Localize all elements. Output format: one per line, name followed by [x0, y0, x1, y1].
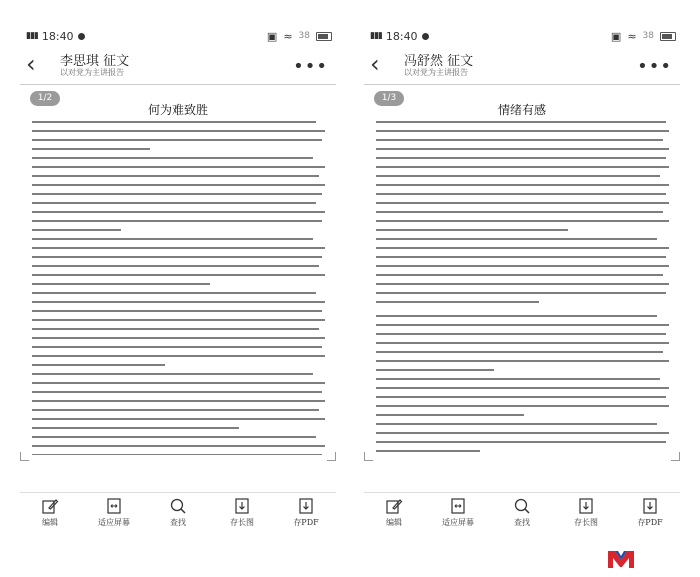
status-time: 18:40: [385, 29, 418, 43]
save-long-image-icon: [577, 497, 595, 515]
vibrate-icon: ▣: [266, 29, 278, 43]
bottom-toolbar: [20, 492, 336, 533]
save-long-image-label: 存长图: [574, 518, 598, 527]
battery-level: 38: [642, 31, 654, 41]
search-icon: [169, 497, 187, 515]
document-title: 情绪有感: [497, 103, 546, 117]
back-icon[interactable]: ‹: [26, 50, 36, 78]
edit-button[interactable]: [364, 493, 424, 533]
edit-label: 编辑: [42, 518, 58, 527]
page-corner-mark: [364, 452, 373, 461]
wifi-icon: ≈: [283, 29, 293, 43]
page-corner-mark: [327, 452, 336, 461]
watermark-logo-icon: [606, 548, 636, 570]
document-title: 何为难致胜: [147, 103, 208, 117]
save-pdf-icon: [641, 497, 659, 515]
edit-label: 编辑: [386, 518, 402, 527]
search-button[interactable]: [148, 493, 208, 533]
status-bar: [26, 28, 332, 44]
save-long-image-label: 存长图: [230, 518, 254, 527]
signal-icon: ▮▮▮: [370, 31, 382, 41]
vibrate-icon: ▣: [610, 29, 622, 43]
document-body-text: [376, 121, 672, 455]
fit-screen-icon: [105, 497, 123, 515]
save-long-image-button[interactable]: [556, 493, 616, 533]
back-icon[interactable]: ‹: [370, 50, 380, 78]
document-subtitle: 以对党为主讲报告: [60, 68, 124, 77]
page-indicator: 1/2: [30, 91, 60, 106]
page-indicator: 1/3: [374, 91, 404, 106]
edit-button[interactable]: [20, 493, 80, 533]
save-pdf-button[interactable]: [276, 493, 336, 533]
document-page[interactable]: [364, 84, 680, 461]
fit-screen-label: 适应屏幕: [98, 518, 130, 527]
document-body-text: [32, 121, 328, 455]
status-time: 18:40: [41, 29, 74, 43]
save-long-image-icon: [233, 497, 251, 515]
document-owner-name: 冯舒然 征文: [404, 54, 474, 69]
search-button[interactable]: [492, 493, 552, 533]
signal-icon: ▮▮▮: [26, 31, 38, 41]
bottom-toolbar: [364, 492, 680, 533]
search-label: 查找: [170, 518, 186, 527]
save-long-image-button[interactable]: [212, 493, 272, 533]
save-pdf-label: 存PDF: [293, 518, 319, 527]
edit-icon: [385, 497, 403, 515]
status-bar: [370, 28, 676, 44]
page-corner-mark: [20, 452, 29, 461]
more-options-icon[interactable]: •••: [293, 56, 328, 77]
phone-screen-left: [12, 0, 342, 540]
save-pdf-icon: [297, 497, 315, 515]
chat-header: [26, 50, 332, 82]
document-subtitle: 以对党为主讲报告: [404, 68, 468, 77]
edit-icon: [41, 497, 59, 515]
wifi-icon: ≈: [627, 29, 637, 43]
save-pdf-button[interactable]: [620, 493, 680, 533]
search-label: 查找: [514, 518, 530, 527]
fit-screen-icon: [449, 497, 467, 515]
search-icon: [513, 497, 531, 515]
battery-icon: [316, 32, 332, 41]
fit-screen-label: 适应屏幕: [442, 518, 474, 527]
chat-header: [370, 50, 676, 82]
battery-icon: [660, 32, 676, 41]
document-owner-name: 李思琪 征文: [60, 54, 130, 69]
battery-level: 38: [298, 31, 310, 41]
document-page[interactable]: [20, 84, 336, 461]
more-options-icon[interactable]: •••: [637, 56, 672, 77]
fit-screen-button[interactable]: [84, 493, 144, 533]
phone-screen-right: [356, 0, 686, 540]
save-pdf-label: 存PDF: [637, 518, 663, 527]
page-corner-mark: [671, 452, 680, 461]
notification-dot-icon: [422, 33, 429, 40]
notification-dot-icon: [78, 33, 85, 40]
fit-screen-button[interactable]: [428, 493, 488, 533]
